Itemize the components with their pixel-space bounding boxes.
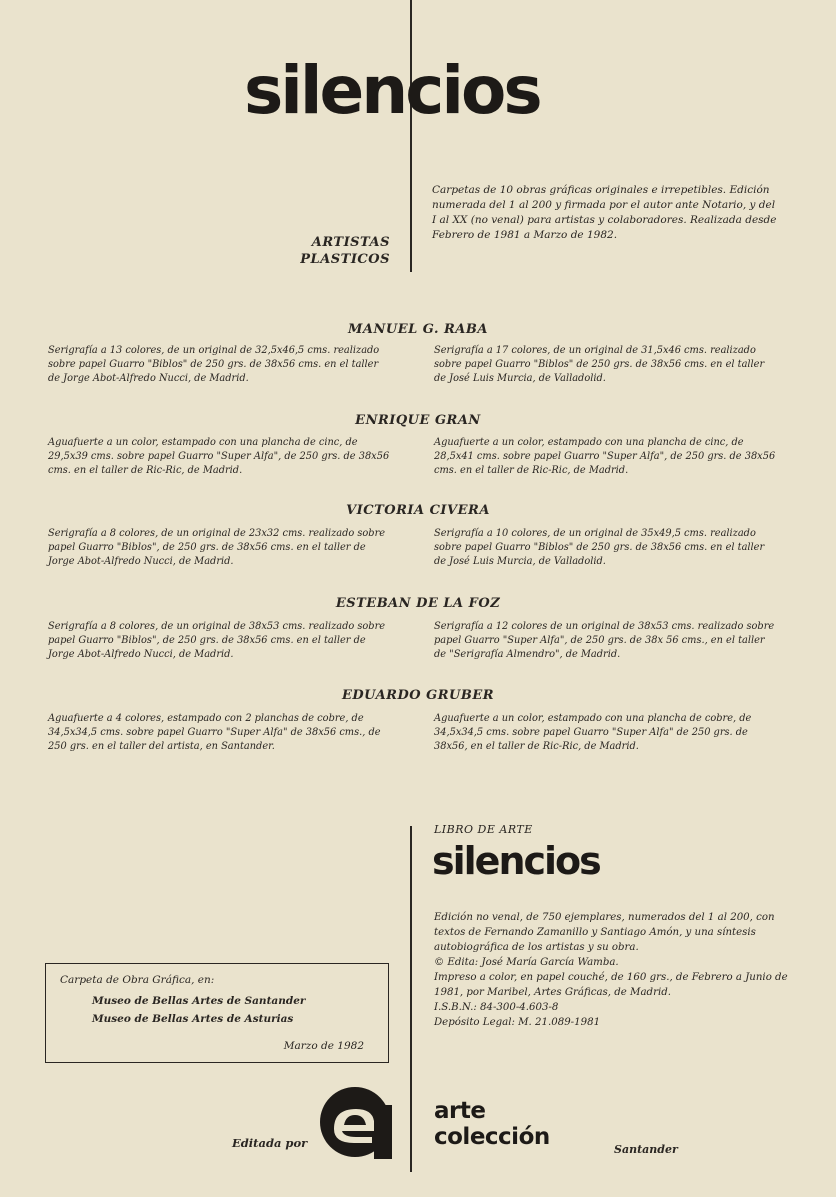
artist-name: VICTORIA CIVERA [346,503,490,518]
colophon-line: Impreso a color, en papel couché, de 160 grs., de Febrero a Junio de 1981, por Maribel, Artes Gráficas, de Madrid. [434,972,788,998]
intro-date: Realizada desde Febrero de 1981 a Marzo de 1982. [432,214,777,241]
museum-asturias: Museo de Bellas Artes de Asturias [92,1013,294,1025]
intro-text: Carpetas de 10 obras gráficas originales e irrepetibles. Edición numerada del 1 al 200 y firmada por el autor ante Notario, y del I al XX (no venal) para artistas y colaboradores. Realizada desde Febrero de 1981 a Marzo de 1982. [432,184,777,241]
colophon-line: Depósito Legal: M. 21.089-1981 [434,1017,601,1028]
museum-box [45,963,389,1063]
artist-work-left: Aguafuerte a un color, estampado con una plancha de cinc, de 29,5x39 cms. sobre papel Guarro "Super Alfa", de 250 grs. de 38x56 cms. en el taller de Ric-Ric, de Madrid. [48,437,390,476]
colophon-line: Edición no venal, de 750 ejemplares, numerados del 1 al 200, con textos de Fernando Zamanillo y Santiago Amón, y una síntesis autobiográfica de los artistas y su obra. [434,912,775,953]
artist-name: MANUEL G. RABA [348,322,488,337]
publisher-logo-icon [318,1085,392,1159]
libro-title: silencios [432,839,600,883]
artist-work-left: Aguafuerte a 4 colores, estampado con 2 planchas de cobre, de 34,5x34,5 cms. sobre papel Guarro "Super Alfa" de 38x56 cms., de 250 grs. en el taller del artista, en Santander. [48,713,381,752]
colophon-line: © Edita: José María García Wamba. [434,957,619,968]
publisher-city: Santander [614,1143,678,1156]
artist-work-right: Serigrafía a 17 colores, de un original de 31,5x46 cms. realizado sobre papel Guarro "Biblos" de 250 grs. de 38x56 cms. en el taller de José Luis Murcia, de Valladolid. [434,345,765,384]
box-date: Marzo de 1982 [283,1040,364,1052]
box-heading: Carpeta de Obra Gráfica, en: [60,974,215,986]
artist-work-right: Aguafuerte a un color, estampado con una plancha de cobre, de 34,5x34,5 cms. sobre papel Guarro "Super Alfa" de 250 grs. de 38x56, en el taller de Ric-Ric, de Madrid. [434,713,752,752]
artist-work-right: Serigrafía a 10 colores, de un original de 35x49,5 cms. realizado sobre papel Guarro "Biblos" de 250 grs. de 38x56 cms. en el taller de José Luis Murcia, de Valladolid. [434,528,765,567]
artist-work-left: Serigrafía a 8 colores, de un original de 38x53 cms. realizado sobre papel Guarro "Biblos", de 250 grs. de 38x56 cms. en el taller de Jorge Abot-Alfredo Nucci, de Madrid. [48,621,386,660]
edited-by-label: Editada por [232,1136,308,1150]
top-vertical-rule [410,0,412,272]
museum-santander: Museo de Bellas Artes de Santander [92,995,306,1007]
libro-label: LIBRO DE ARTE [434,823,533,836]
artist-name: ENRIQUE GRAN [355,413,481,428]
artist-name: EDUARDO GRUBER [341,688,495,703]
artist-work-right: Aguafuerte a un color, estampado con una plancha de cinc, de 28,5x41 cms. sobre papel Guarro "Super Alfa", de 250 grs. de 38x56 cms. en el taller de Ric-Ric, de Madrid. [434,437,776,476]
page-title: silencios [244,52,540,129]
colophon [434,910,794,1030]
artist-name: ESTEBAN DE LA FOZ [335,596,501,611]
artist-work-left: Serigrafía a 8 colores, de un original de 23x32 cms. realizado sobre papel Guarro "Biblos", de 250 grs. de 38x56 cms. en el taller de Jorge Abot-Alfredo Nucci, de Madrid. [48,528,386,567]
bottom-vertical-rule [410,826,412,1172]
artist-work-left: Serigrafía a 13 colores, de un original de 32,5x46,5 cms. realizado sobre papel Guarro "Biblos" de 250 grs. de 38x56 cms. en el taller de Jorge Abot-Alfredo Nucci, de Madrid. [48,345,380,384]
section-label: ARTISTAS PLASTICOS [300,235,390,267]
colophon-line: I.S.B.N.: 84-300-4.603-8 [434,1002,559,1013]
artist-work-right: Serigrafía a 12 colores de un original de 38x53 cms. realizado sobre papel Guarro "Super Alfa", de 250 grs. de 38x 56 cms., en el taller de "Serigrafía Almendro", de Madrid. [434,621,775,660]
publisher-wordmark: arte colección [434,1098,550,1150]
